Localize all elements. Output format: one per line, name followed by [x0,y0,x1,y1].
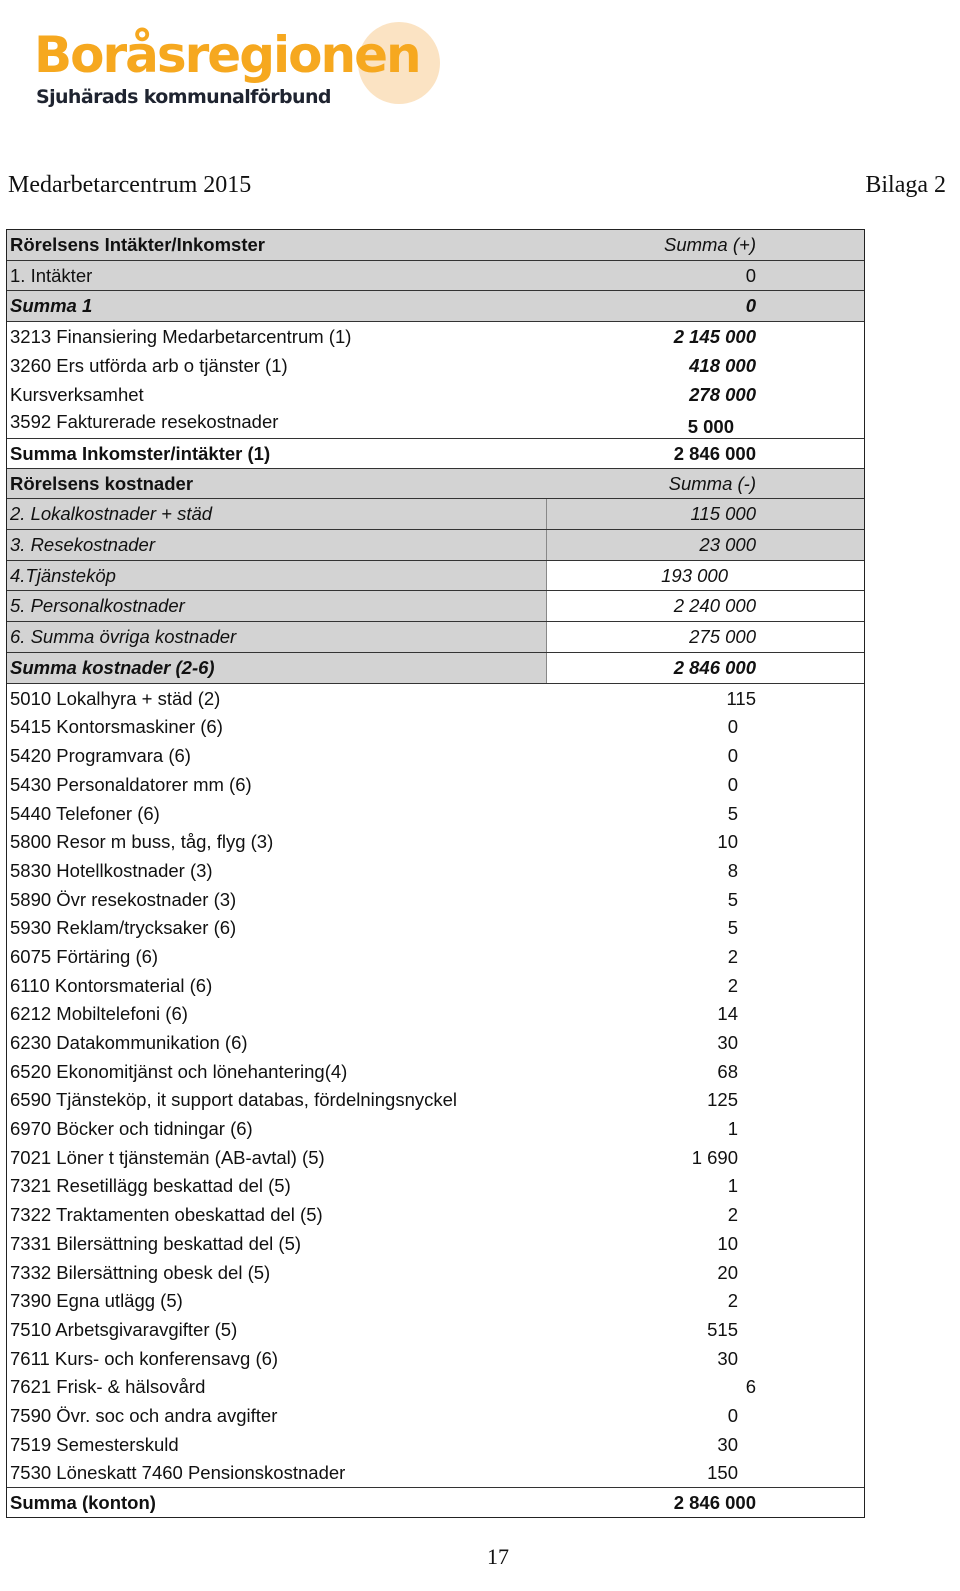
account-value: 5 [727,917,738,939]
costs-total-value: 2 846 000 [673,656,756,678]
intakter-row [7,261,864,292]
cost-group-label: 5. Personalkostnader [10,595,185,617]
account-value: 0 [727,745,738,767]
intakter-value: 0 [745,264,756,286]
account-value: 30 [717,1032,738,1054]
account-row [7,1028,864,1057]
account-label: 7611 Kurs- och konferensavg (6) [10,1347,279,1369]
account-value: 115 [726,687,756,709]
account-row [7,942,864,971]
account-row [7,885,864,914]
intakter-label: 1. Intäkter [10,264,93,286]
account-label: 5430 Personaldatorer mm (6) [10,773,252,795]
boras-logo [28,20,448,120]
account-value: 1 [727,1118,738,1140]
income-total-label: Summa Inkomster/intäkter (1) [10,442,271,464]
cost-group-value: 275 000 [689,626,756,648]
account-row [7,1258,864,1287]
account-value: 10 [717,831,738,853]
summa1-row [7,291,864,322]
income-line-label: 3213 Finansiering Medarbetarcentrum (1) [10,325,352,347]
account-value: 1 [727,1175,738,1197]
account-label: 6110 Kontorsmaterial (6) [10,974,213,996]
cost-group-value: 2 240 000 [673,595,756,617]
cost-group-value: 23 000 [699,533,756,555]
account-value: 2 [727,1290,738,1312]
account-label: 7331 Bilersättning beskattad del (5) [10,1232,302,1254]
income-line-value: 418 000 [689,354,756,376]
account-label: 5415 Kontorsmaskiner (6) [10,716,223,738]
page-number: 17 [487,1544,509,1569]
income-heading: Rörelsens Intäkter/Inkomster [10,234,265,255]
summary-label: Summa (konton) [10,1492,156,1514]
account-label: 5010 Lokalhyra + städ (2) [10,687,221,709]
account-row [7,1401,864,1430]
document-title: Medarbetarcentrum 2015 [8,172,252,198]
account-label: 5440 Telefoner (6) [10,802,160,824]
account-label: 6520 Ekonomitjänst och lönehantering(4) [10,1060,348,1082]
income-heading-value: Summa (+) [663,234,756,255]
account-label: 7321 Resetillägg beskattad del (5) [10,1175,291,1197]
account-label: 7021 Löner t tjänstemän (AB-avtal) (5) [10,1146,325,1168]
account-row [7,1344,864,1373]
summa1-value: 0 [745,295,756,316]
account-label: 7519 Semesterskuld [10,1433,179,1455]
account-label: 5930 Reklam/trycksaker (6) [10,917,237,939]
account-label: 6075 Förtäring (6) [10,945,159,967]
income-line-label: 3592 Fakturerade resekostnader [10,410,279,432]
cost-group-label: 2. Lokalkostnader + städ [10,503,213,524]
account-value: 2 [727,945,738,967]
account-label: 6212 Mobiltelefoni (6) [10,1003,188,1025]
cost-group-label: 3. Resekostnader [10,533,156,555]
income-line [7,351,864,380]
income-line-value: 5 000 [687,415,734,437]
account-value: 515 [707,1318,738,1340]
account-label: 6970 Böcker och tidningar (6) [10,1118,253,1140]
account-row [7,1229,864,1258]
account-row [7,999,864,1028]
account-value: 68 [717,1060,738,1082]
account-label: 7322 Traktamenten obeskattad del (5) [10,1204,323,1226]
account-value: 14 [717,1003,738,1025]
account-value: 0 [727,773,738,795]
cost-group-row [7,591,864,622]
costs-total-row [7,653,864,684]
account-value: 10 [717,1232,738,1254]
account-row [7,799,864,828]
account-row [7,1114,864,1143]
cost-group-label: 4.Tjänsteköp [10,564,116,586]
account-label: 5830 Hotellkostnader (3) [10,859,213,881]
summa1-label: Summa 1 [10,295,93,316]
cost-group-row [7,622,864,653]
income-total-row [7,439,864,468]
account-label: 7621 Frisk- & hälsovård [10,1376,206,1398]
account-label: 7510 Arbetsgivaravgifter (5) [10,1318,238,1340]
account-value: 5 [727,888,738,910]
account-value: 125 [707,1089,738,1111]
account-label: 7530 Löneskatt 7460 Pensionskostnader [10,1462,346,1484]
account-row [7,913,864,942]
account-row [7,1171,864,1200]
annex-label: Bilaga 2 [865,172,946,198]
income-line-value: 2 145 000 [673,325,756,347]
summary-row [7,1488,864,1517]
account-value: 2 [727,974,738,996]
cost-group-value: 115 000 [690,503,756,524]
cost-group-value: 193 000 [661,564,728,586]
account-row [7,1143,864,1172]
account-row [7,856,864,885]
account-label: 6230 Datakommunikation (6) [10,1032,248,1054]
income-line [7,380,864,409]
income-line-label: Kursverksamhet [10,383,144,405]
account-row [7,741,864,770]
account-value: 1 690 [691,1146,738,1168]
costs-heading-value: Summa (-) [668,472,756,494]
account-row [7,1085,864,1114]
account-row [7,1372,864,1401]
income-line-label: 3260 Ers utförda arb o tjänster (1) [10,354,288,376]
costs-heading-row [7,468,864,500]
account-row [7,712,864,741]
account-label: 6590 Tjänsteköp, it support databas, fördelningsnyckel [10,1089,458,1111]
costs-total-label: Summa kostnader (2-6) [10,656,215,678]
income-line [7,409,864,439]
cost-group-row [7,561,864,592]
summary-value: 2 846 000 [673,1492,756,1514]
account-value: 0 [727,1404,738,1426]
account-value: 30 [717,1347,738,1369]
costs-heading: Rörelsens kostnader [10,472,194,494]
income-heading-row [7,230,864,261]
account-value: 8 [727,859,738,881]
cost-group-label: 6. Summa övriga kostnader [10,626,237,648]
account-value: 5 [727,802,738,824]
account-row [7,1458,864,1488]
account-label: 5800 Resor m buss, tåg, flyg (3) [10,831,274,853]
logo-title: Boråsregionen [34,26,420,84]
account-label: 5890 Övr resekostnader (3) [10,888,237,910]
account-row [7,684,864,713]
account-label: 7332 Bilersättning obesk del (5) [10,1261,271,1283]
cost-group-row [7,499,864,530]
account-row [7,971,864,1000]
account-row [7,1430,864,1459]
account-row [7,1057,864,1086]
income-line [7,322,864,351]
account-value: 30 [717,1433,738,1455]
account-value: 150 [707,1462,738,1484]
account-label: 7590 Övr. soc och andra avgifter [10,1404,278,1426]
income-line-value: 278 000 [689,383,756,405]
account-label: 5420 Programvara (6) [10,745,191,767]
account-label: 7390 Egna utlägg (5) [10,1290,183,1312]
account-row [7,1286,864,1315]
account-row [7,770,864,799]
income-total-value: 2 846 000 [673,442,756,464]
account-value: 0 [727,716,738,738]
account-value: 20 [717,1261,738,1283]
account-row [7,1315,864,1344]
logo-subtitle: Sjuhärads kommunalförbund [36,86,331,108]
account-row [7,1200,864,1229]
account-value: 6 [745,1376,756,1398]
cost-group-row [7,530,864,561]
account-value: 2 [727,1204,738,1226]
account-row [7,827,864,856]
budget-table [6,229,865,1518]
